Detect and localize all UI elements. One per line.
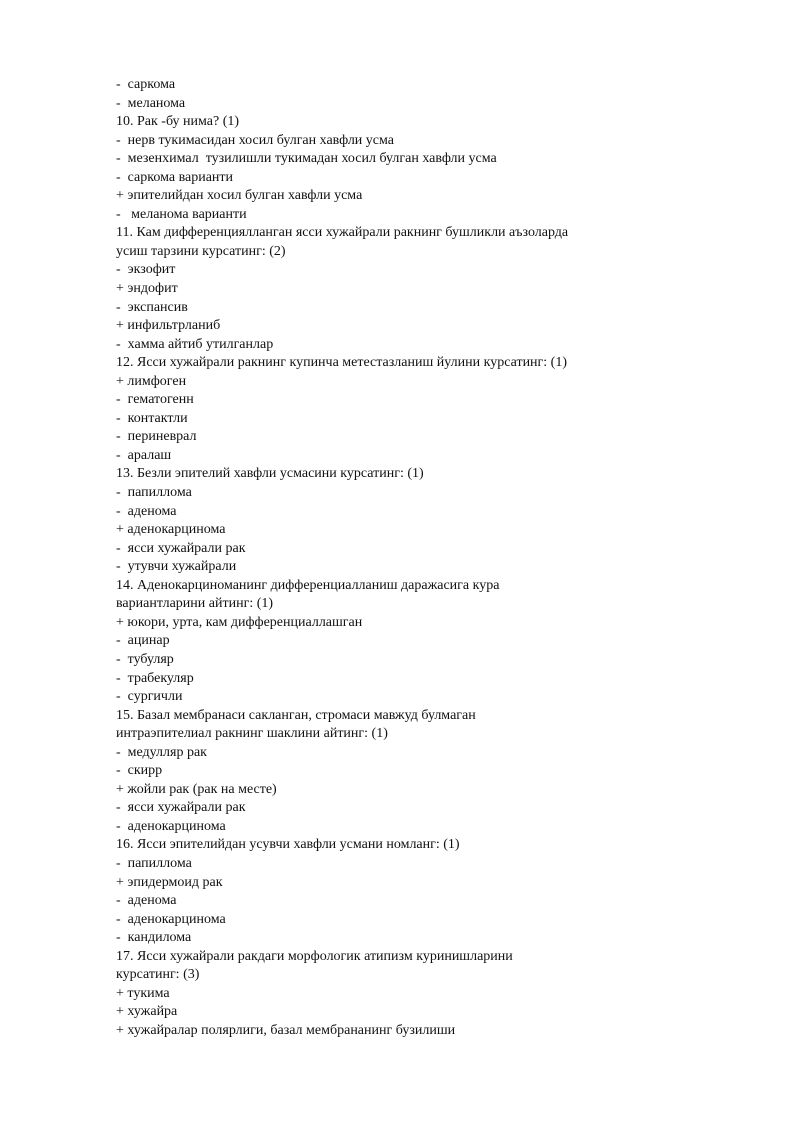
question-line: 16. Ясси эпителийдан усувчи хавфли усмани номланг: (1) xyxy=(116,837,460,853)
answer-option-line: - ясси хужайрали рак xyxy=(116,540,246,556)
answer-option-line: - ясси хужайрали рак xyxy=(116,800,246,816)
answer-option-line: - медулляр рак xyxy=(116,744,207,760)
question-line: 15. Базал мембранаси сакланган, стромаси мавжуд булмаган xyxy=(116,707,476,723)
answer-option-line: - мезенхимал тузилишли тукимадан хосил булган хавфли усма xyxy=(116,151,497,167)
question-line: 10. Рак -бу нима? (1) xyxy=(116,114,240,130)
answer-option-line: - ацинар xyxy=(116,633,170,649)
answer-option-line: - папиллома xyxy=(116,485,192,501)
answer-option-line: - аденома xyxy=(116,503,177,519)
correct-answer-line: + жойли рак (рак на месте) xyxy=(116,781,277,797)
answer-option-line: - папиллома xyxy=(116,855,192,871)
document-page xyxy=(116,76,716,1040)
text-line: курсатинг: (3) xyxy=(116,967,200,983)
answer-option-line: - гематогенн xyxy=(116,392,194,408)
answer-option-line: - экспансив xyxy=(116,299,188,315)
question-line: 11. Кам дифференциялланган ясси хужайрали ракнинг бушликли аъзоларда xyxy=(116,225,569,241)
answer-option-line: - саркома xyxy=(116,77,176,92)
correct-answer-line: + эпидермоид рак xyxy=(116,874,223,890)
question-line: 14. Аденокарциноманинг дифференциалланиш даражасига кура xyxy=(116,577,500,593)
correct-answer-line: + юкори, урта, кам дифференциаллашган xyxy=(116,614,363,630)
correct-answer-line: + аденокарцинома xyxy=(116,522,226,538)
question-line: 17. Ясси хужайрали ракдаги морфологик атипизм куринишларини xyxy=(116,948,513,964)
answer-option-line: - меланома xyxy=(116,95,186,111)
correct-answer-line: + хужайра xyxy=(116,1004,178,1020)
correct-answer-line: + лимфоген xyxy=(116,373,187,389)
correct-answer-line: + эндофит xyxy=(116,281,178,297)
answer-option-line: - утувчи хужайрали xyxy=(116,559,237,575)
answer-option-line: - аденома xyxy=(116,893,177,909)
answer-option-line: - тубуляр xyxy=(116,651,174,667)
correct-answer-line: + эпителийдан хосил булган хавфли усма xyxy=(116,188,363,204)
answer-option-line: - нерв тукимасидан хосил булган хавфли усма xyxy=(116,132,394,148)
answer-option-line: - кандилома xyxy=(116,930,192,946)
question-line: 12. Ясси хужайрали ракнинг купинча метестазланиш йулини курсатинг: (1) xyxy=(116,355,568,371)
question-line: 13. Безли эпителий хавфли усмасини курсатинг: (1) xyxy=(116,466,424,482)
correct-answer-line: + тукима xyxy=(116,985,170,1001)
text-line: вариантларини айтинг: (1) xyxy=(116,596,274,612)
text-line: усиш тарзини курсатинг: (2) xyxy=(116,243,286,259)
answer-option-line: - аденокарцинома xyxy=(116,818,226,834)
answer-option-line: - аденокарцинома xyxy=(116,911,226,927)
answer-option-line: - скирр xyxy=(116,763,163,779)
text-line: интраэпителиал ракнинг шаклини айтинг: (1) xyxy=(116,726,388,742)
answer-option-line: - хамма айтиб утилганлар xyxy=(116,336,274,352)
correct-answer-line: + инфильтрланиб xyxy=(116,318,221,334)
answer-option-line: - экзофит xyxy=(116,262,176,278)
answer-option-line: - сургичли xyxy=(116,689,183,705)
answer-option-line: - саркома варианти xyxy=(116,169,234,185)
answer-option-line: - трабекуляр xyxy=(116,670,194,686)
answer-option-line: - меланома варианти xyxy=(116,206,247,222)
correct-answer-line: + хужайралар полярлиги, базал мембрананинг бузилиши xyxy=(116,1022,456,1038)
answer-option-line: - периневрал xyxy=(116,429,197,445)
answer-option-line: - контактли xyxy=(116,410,188,426)
answer-option-line: - аралаш xyxy=(116,447,172,463)
